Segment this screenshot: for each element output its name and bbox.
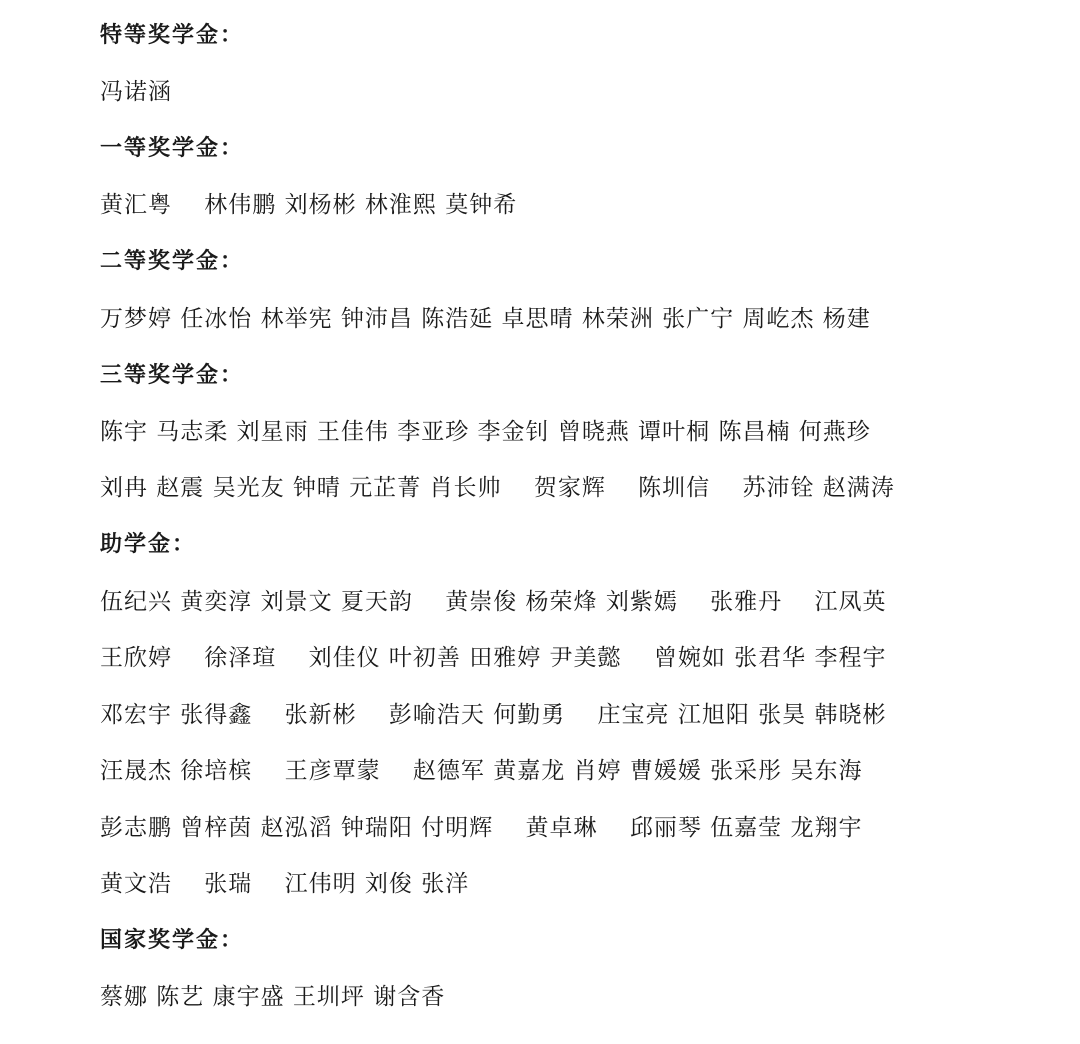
name-line: 万梦婷 任冰怡 林举宪 钟沛昌 陈浩延 卓思晴 林荣洲 张广宁 周屹杰 杨建 <box>100 306 871 332</box>
section-heading-third: 三等奖学金： <box>100 363 245 388</box>
name-line: 陈宇 马志柔 刘星雨 王佳伟 李亚珍 李金钊 曾晓燕 谭叶桐 陈昌楠 何燕珍 <box>100 419 871 445</box>
section-heading-special: 特等奖学金： <box>100 23 245 48</box>
section-heading-first: 一等奖学金： <box>100 136 245 161</box>
name-line: 王欣婷 徐泽瑄 刘佳仪 叶初善 田雅婷 尹美懿 曾婉如 张君华 李程宇 <box>100 645 887 671</box>
name-line: 伍纪兴 黄奕淳 刘景文 夏天韵 黄崇俊 杨荣烽 刘紫嫣 张雅丹 江凤英 <box>100 589 887 615</box>
name-line: 刘冉 赵震 吴光友 钟晴 元芷菁 肖长帅 贺家辉 陈圳信 苏沛铨 赵满涛 <box>100 475 895 501</box>
name-line: 彭志鹏 曾梓茵 赵泓滔 钟瑞阳 付明辉 黄卓琳 邱丽琴 伍嘉莹 龙翔宇 <box>100 815 863 841</box>
section-heading-national: 国家奖学金： <box>100 928 245 953</box>
section-heading-second: 二等奖学金： <box>100 249 245 274</box>
name-line: 黄汇粤 林伟鹏 刘杨彬 林淮熙 莫钟希 <box>100 192 518 218</box>
name-line: 汪晟杰 徐培槟 王彦覃蒙 赵德军 黄嘉龙 肖婷 曹媛媛 张采彤 吴东海 <box>100 758 863 784</box>
name-line: 蔡娜 陈艺 康宇盛 王圳坪 谢含香 <box>100 984 446 1010</box>
name-line: 冯诺涵 <box>100 79 172 105</box>
name-line: 黄文浩 张瑞 江伟明 刘俊 张洋 <box>100 871 470 897</box>
section-heading-grant: 助学金： <box>100 532 197 557</box>
name-line: 邓宏宇 张得鑫 张新彬 彭喻浩天 何勤勇 庄宝亮 江旭阳 张昊 韩晓彬 <box>100 702 887 728</box>
